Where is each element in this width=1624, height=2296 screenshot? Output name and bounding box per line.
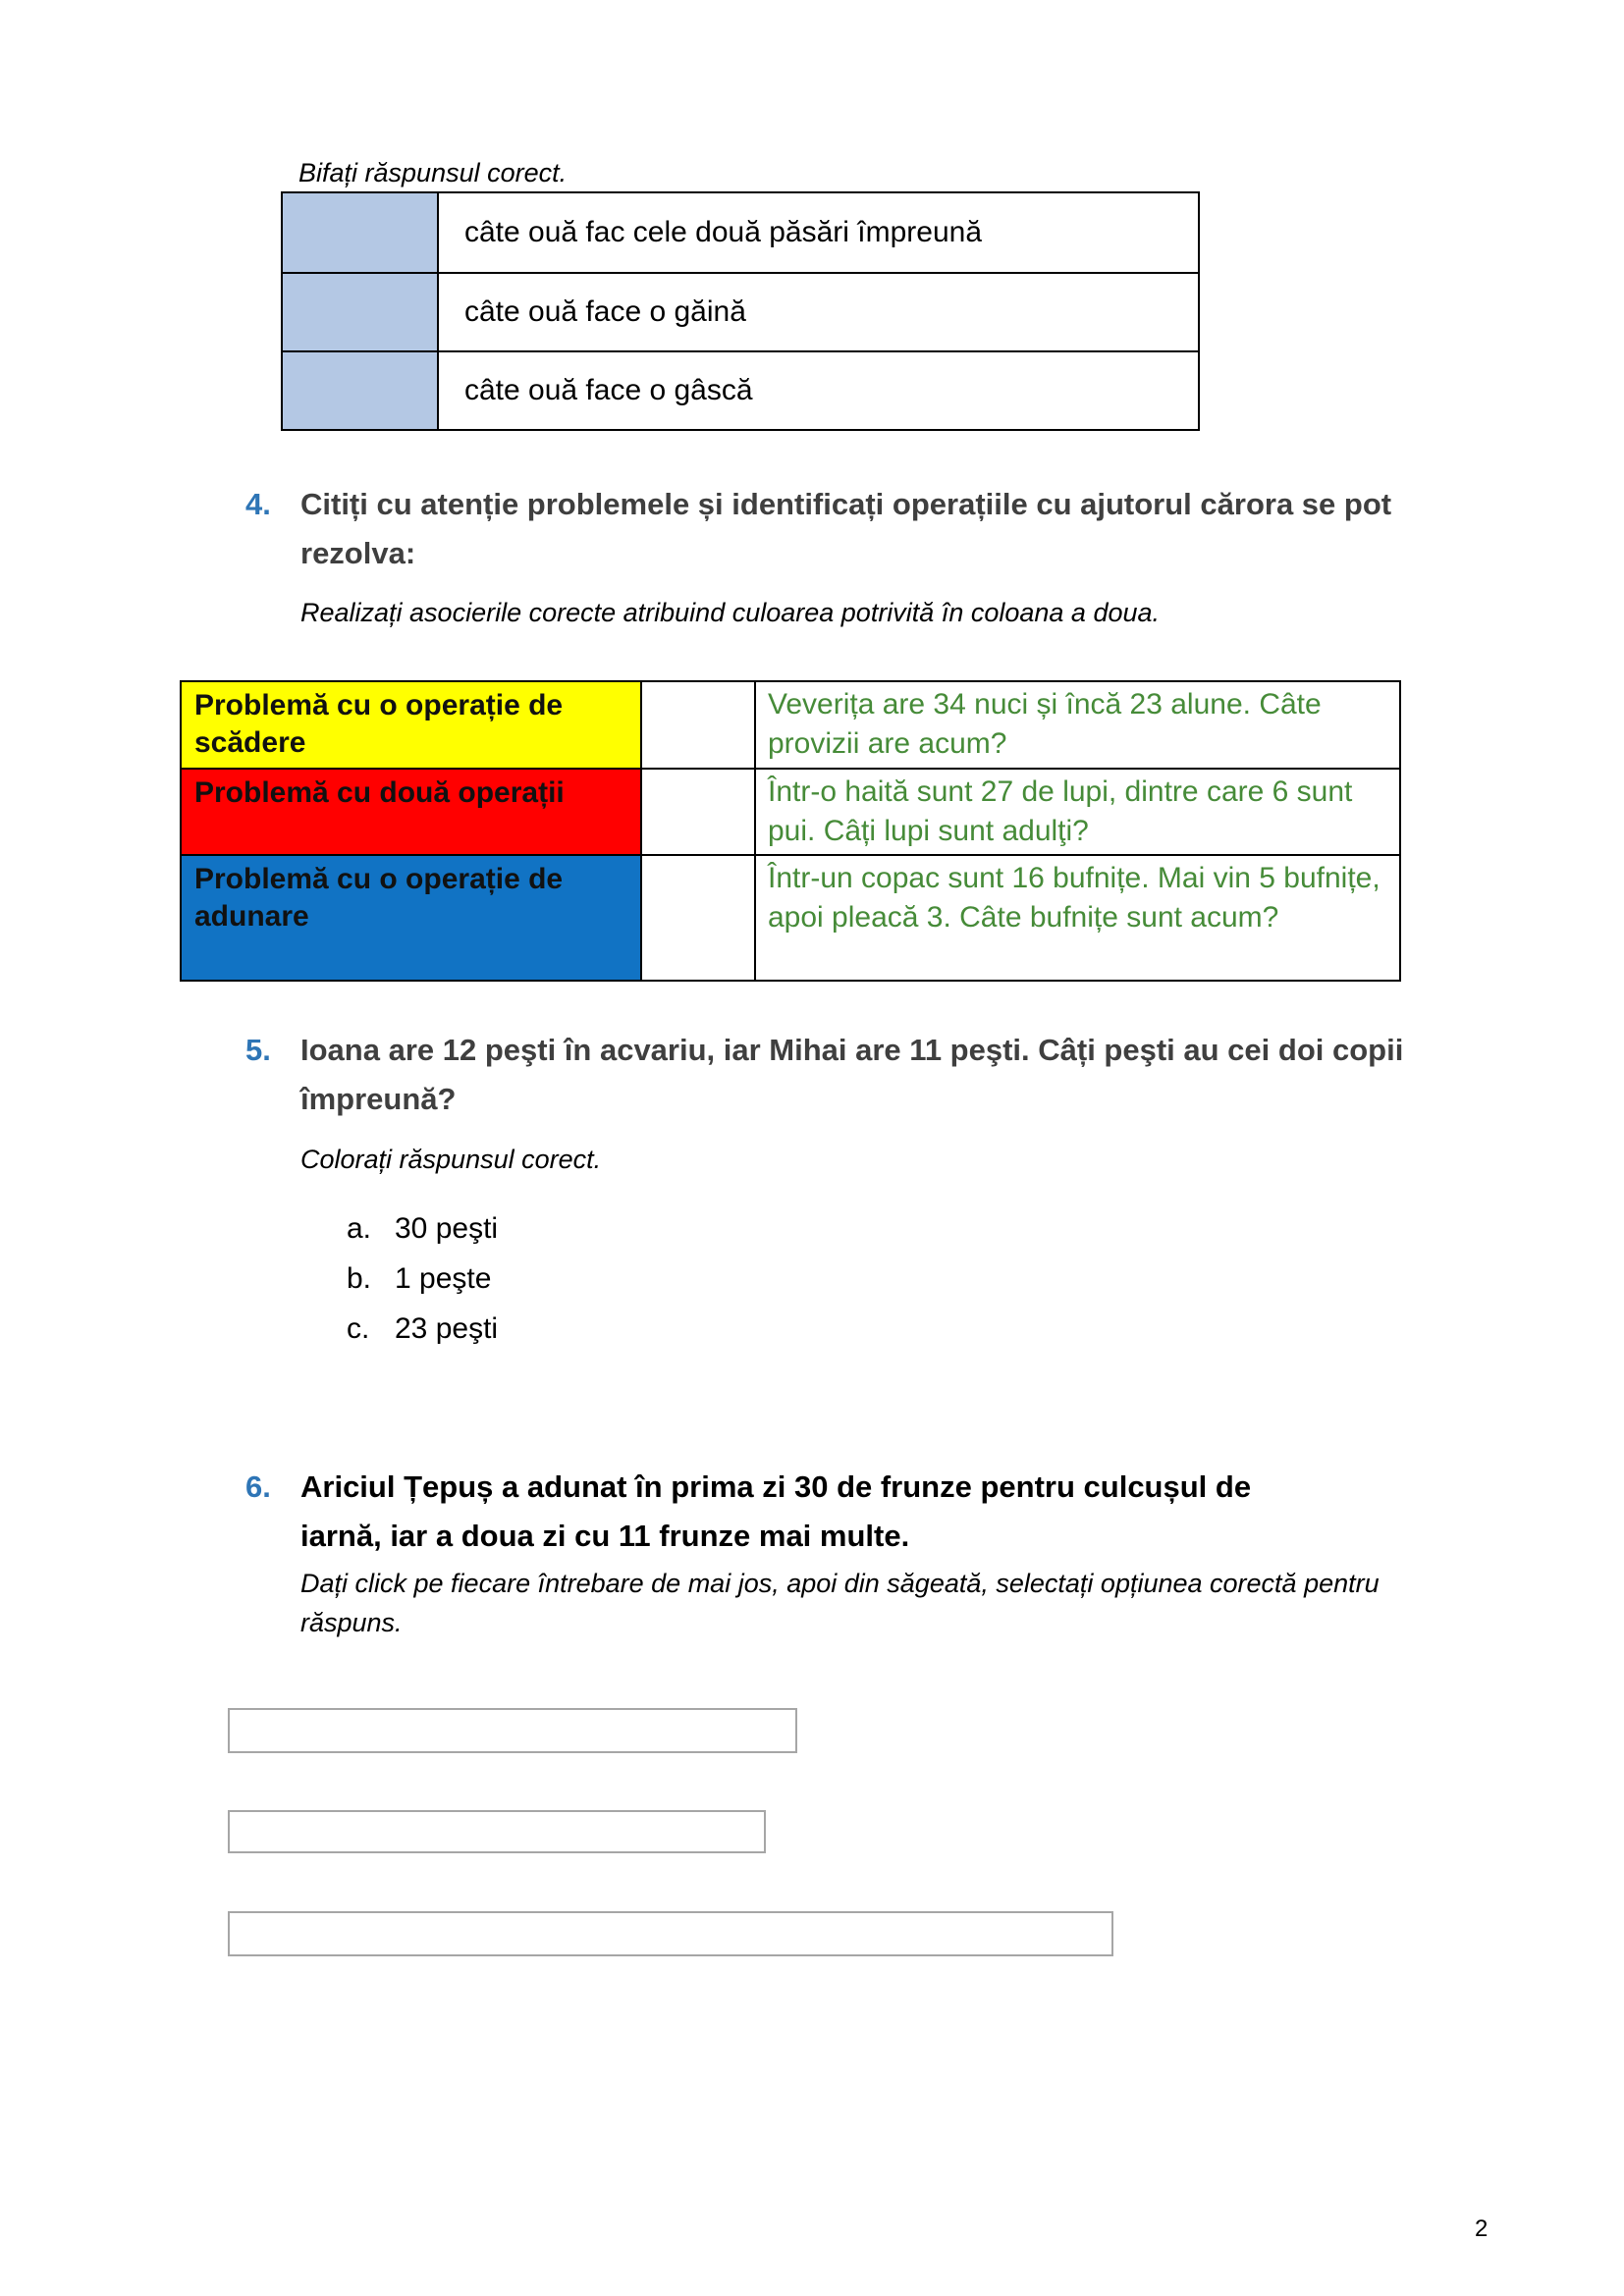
checkbox-cell-3[interactable] [283,352,439,429]
option-text-2: câte ouă face o găină [464,295,746,328]
answer-option-b[interactable] [347,1259,498,1299]
table-row [182,682,1399,768]
answer-list [347,1209,498,1360]
answer-text: 1 peşte [395,1262,492,1295]
question-5-instruction: Colorați răspunsul corect. [300,1145,602,1174]
question-5-number: 5. [245,1033,271,1067]
answer-marker: a. [347,1212,372,1245]
answer-dropdown-3[interactable] [228,1911,1113,1956]
tick-instruction: Bifați răspunsul corect. [298,158,568,187]
option-text-3: câte ouă face o gâscă [464,374,753,406]
eggs-options-table [281,191,1200,431]
question-6-instruction: Dați click pe fiecare întrebare de mai jos, apoi din săgeată, selectați opțiunea corectă pentru răspuns. [300,1569,1380,1637]
checkbox-cell-2[interactable] [283,274,439,350]
question-5-title: Ioana are 12 peşti în acvariu, iar Mihai are 11 peşti. Câți peşti au cei doi copii împreună? [300,1033,1404,1116]
problem-text-2: Într-o haită sunt 27 de lupi, dintre care 6 sunt pui. Câți lupi sunt adulţi? [768,775,1353,847]
color-match-table [180,680,1401,982]
question-6-number: 6. [245,1469,271,1504]
page-number: 2 [1475,2216,1489,2242]
label-cell-two-operations: Problemă cu două operații [182,770,640,854]
problem-text-3: Într-un copac sunt 16 bufnițe. Mai vin 5 bufnițe, apoi pleacă 3. Câte bufnițe sunt acum? [768,862,1380,934]
table-row [283,193,1198,272]
question-6-title: Ariciul Țepuș a adunat în prima zi 30 de frunze pentru culcușul de iarnă, iar a doua zi cu 11 frunze mai multe. [300,1469,1252,1553]
checkbox-cell-1[interactable] [283,193,439,272]
answer-dropdown-1[interactable] [228,1708,797,1753]
table-row [182,768,1399,854]
color-assign-cell-3[interactable] [640,856,756,980]
answer-option-a[interactable] [347,1209,498,1249]
question-4-number: 4. [245,487,271,521]
question-4-instruction: Realizați asocierile corecte atribuind culoarea potrivită în coloana a doua. [300,598,1161,627]
color-assign-cell-1[interactable] [640,682,756,768]
option-text-1: câte ouă fac cele două păsări împreună [464,216,983,248]
answer-dropdown-2[interactable] [228,1810,766,1853]
answer-marker: c. [347,1312,370,1345]
color-assign-cell-2[interactable] [640,770,756,854]
problem-text-1: Veverița are 34 nuci și încă 23 alune. Câte provizii are acum? [768,688,1322,760]
table-row [283,272,1198,350]
answer-option-c[interactable] [347,1309,498,1349]
label-cell-addition: Problemă cu o operație de adunare [182,856,640,980]
answer-marker: b. [347,1262,372,1295]
answer-text: 23 peşti [395,1312,499,1345]
label-cell-subtraction: Problemă cu o operație de scădere [182,682,640,768]
question-4-title: Citiți cu atenție problemele și identificați operațiile cu ajutorul cărora se pot rezolva: [300,487,1392,570]
answer-text: 30 peşti [395,1212,499,1245]
table-row [182,854,1399,980]
table-row [283,350,1198,429]
